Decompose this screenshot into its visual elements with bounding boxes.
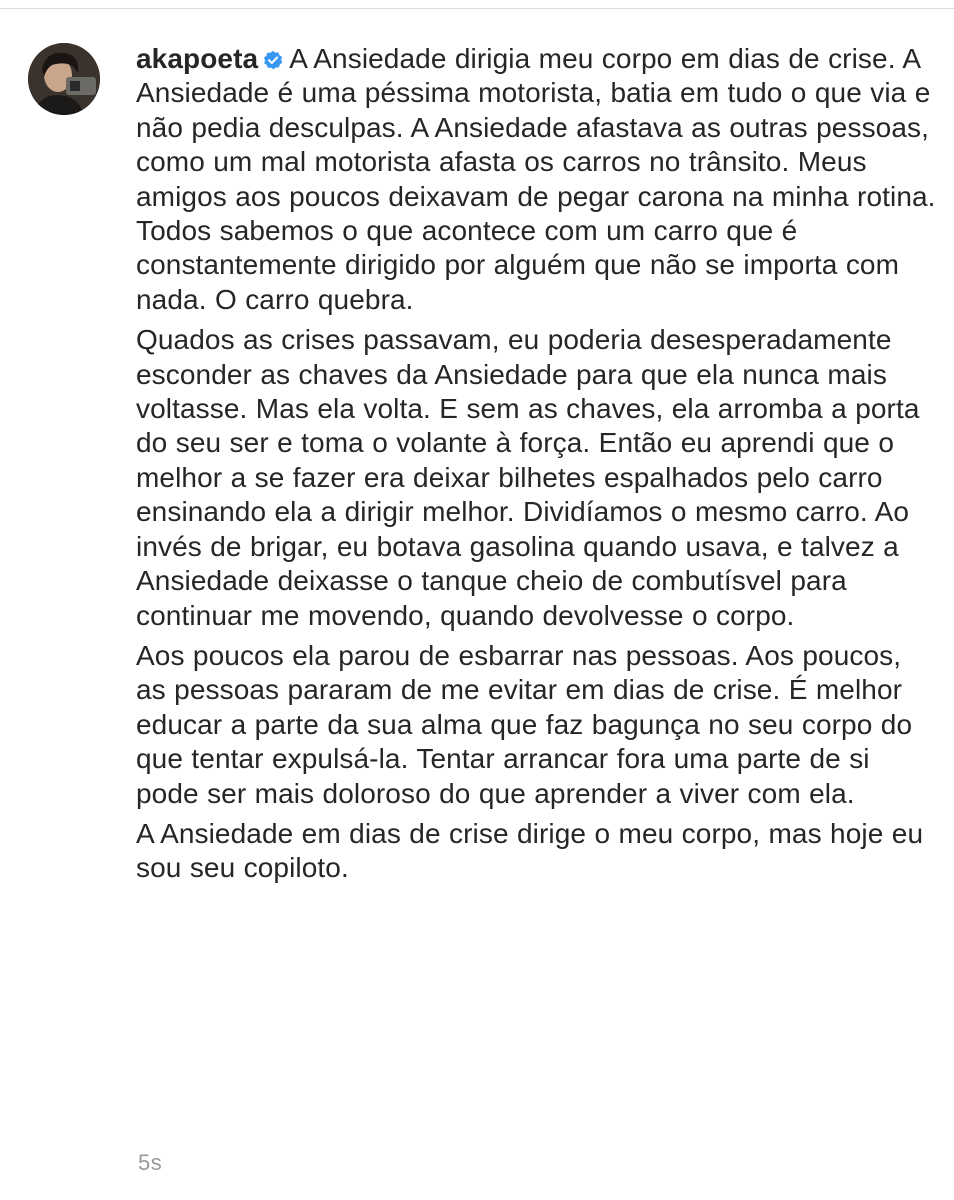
username-link[interactable]: akapoeta: [136, 43, 259, 74]
verified-badge-icon: [263, 44, 283, 64]
top-divider: [0, 8, 954, 9]
caption-paragraph: Aos poucos ela parou de esbarrar nas pessoas. Aos poucos, as pessoas pararam de me evitar em dias de crise. É melhor educar a parte da sua alma que faz bagunça no seu corpo do que tentar expulsá-la. Tentar arrancar fora uma parte de si pode ser mais doloroso do que aprender a viver com ela.: [136, 639, 913, 809]
avatar-image: [28, 43, 100, 115]
post-timestamp: 5s: [138, 1150, 163, 1175]
caption-text: A Ansiedade dirigia meu corpo em dias de crise. A Ansiedade é uma péssima motorista, batia em tudo o que via e não pedia desculpas. A Ansiedade afastava as outras pessoas, como um mal motorista afasta os carros no trânsito. Meus amigos aos poucos deixavam de pegar carona na minha rotina. Todos sabemos o que acontece com um carro que é constantemente dirigido por alguém que não se importa com nada. O carro quebra.: [136, 43, 936, 315]
post-caption: [136, 42, 936, 892]
avatar[interactable]: [28, 43, 100, 115]
caption-paragraph: Quados as crises passavam, eu poderia desesperadamente esconder as chaves da Ansiedade para que ela nunca mais voltasse. Mas ela volta. E sem as chaves, ela arromba a porta do seu ser e toma o volante à força. Então eu aprendi que o melhor a se fazer era deixar bilhetes espalhados pelo carro ensinando ela a dirigir melhor. Dividíamos o mesmo carro. Ao invés de brigar, eu botava gasolina quando usava, e talvez a Ansiedade deixasse o tanque cheio de combutísvel para continuar me movendo, quando devolvesse o corpo.: [136, 324, 920, 631]
caption-paragraph: A Ansiedade em dias de crise dirige o meu corpo, mas hoje eu sou seu copiloto.: [136, 817, 924, 884]
caption-paragraph: [136, 42, 936, 317]
